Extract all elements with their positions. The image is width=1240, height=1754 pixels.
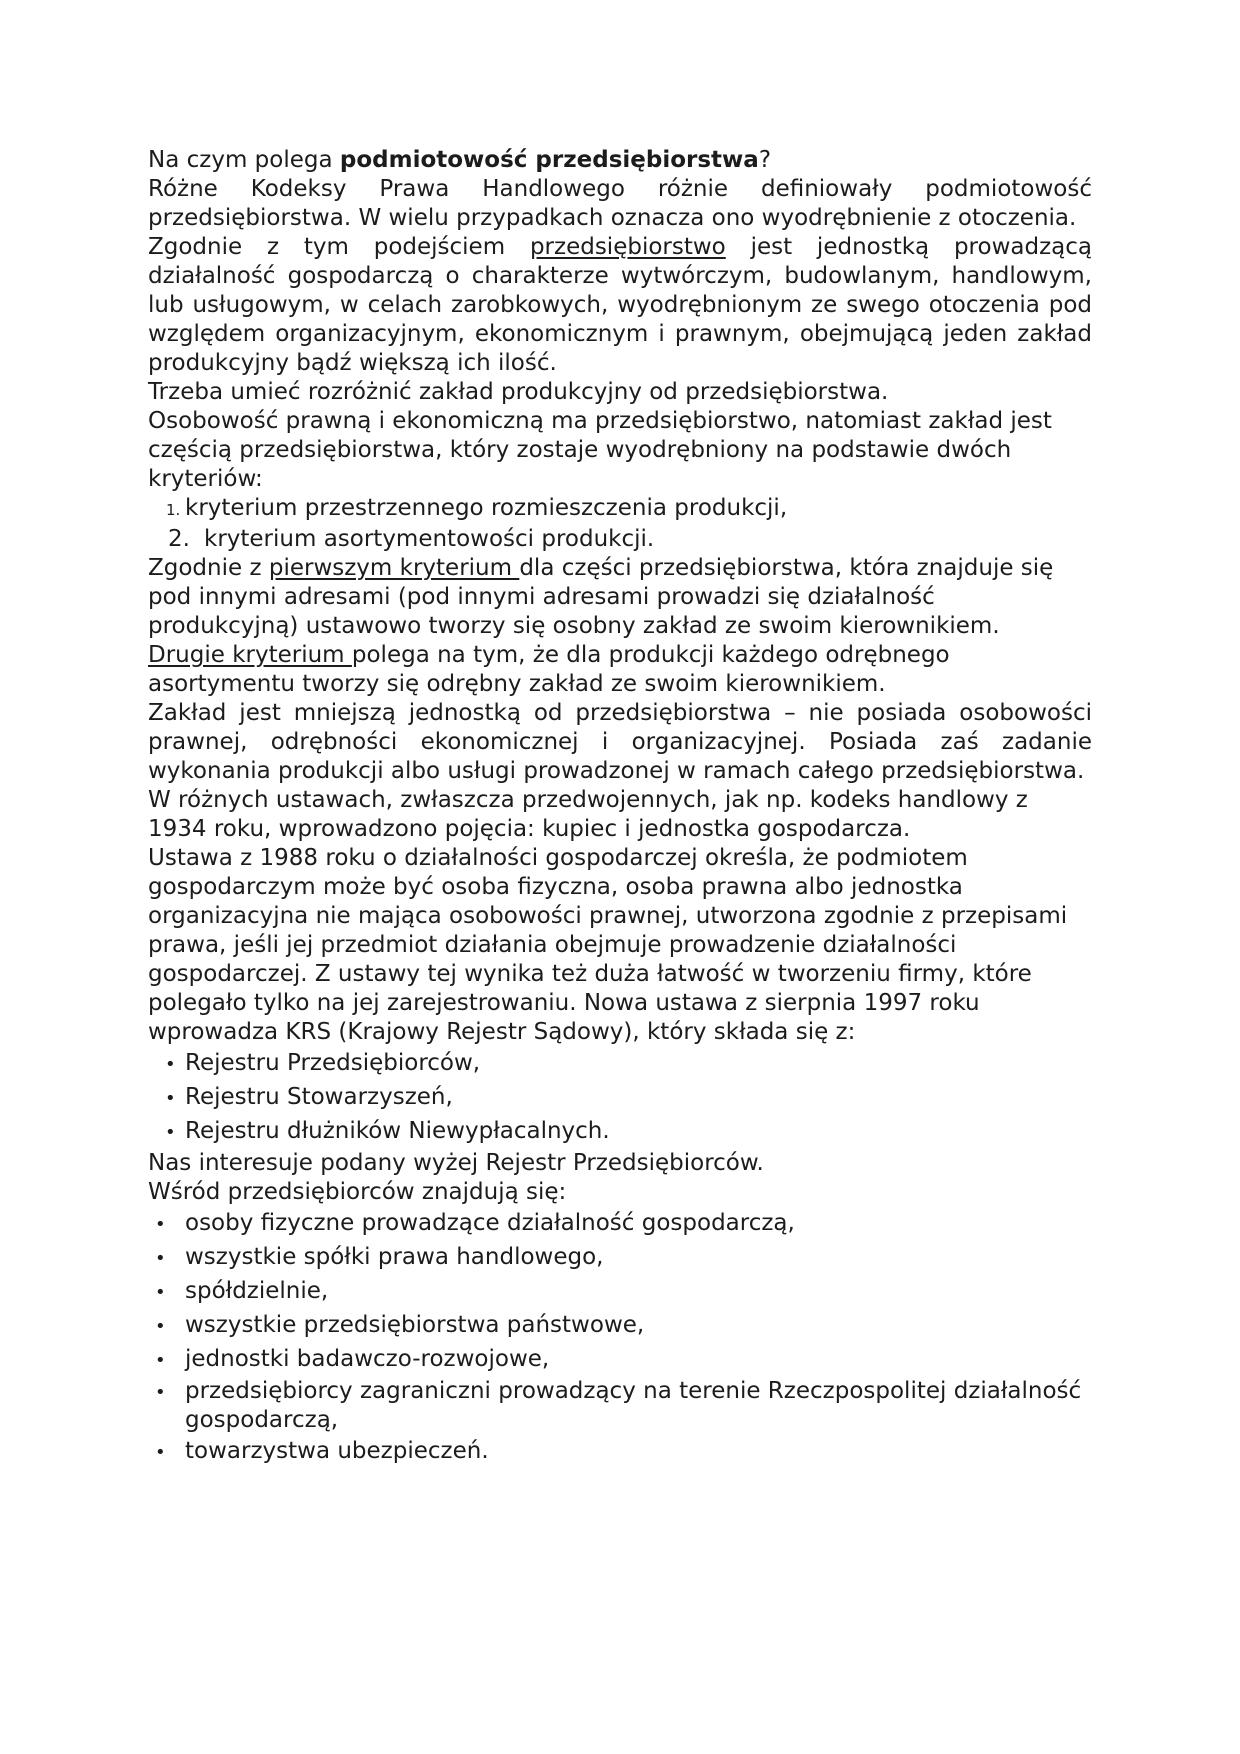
document-page: [148, 146, 1092, 1469]
bullet-icon: •: [155, 1382, 166, 1403]
paragraph-5-after: dla części przedsiębiorstwa, która znajduje się pod innymi adresami (pod innymi adresami prowadzi się działalność produkcyjną) ustawowo tworzy się osobny zakład ze swoim kierownikiem.: [148, 555, 1054, 639]
list-item: [148, 1115, 1092, 1149]
bullet-icon: •: [165, 1088, 176, 1109]
list-item: [148, 494, 1092, 525]
list-item: [148, 1343, 1092, 1377]
list-item-text: Rejestru Przedsiębiorców,: [185, 1050, 481, 1076]
paragraph-1: Różne Kodeksy Prawa Handlowego różnie definiowały podmiotowość przedsiębiorstwa. W wielu przypadkach oznacza ono wyodrębnienie z otoczenia.: [148, 176, 1092, 231]
heading-suffix: ?: [758, 147, 772, 173]
paragraph-8: W różnych ustawach, zwłaszcza przedwojennych, jak np. kodeks handlowy z 1934 roku, wprowadzono pojęcia: kupiec i jednostka gospodarcza.: [148, 787, 1028, 842]
underlined-term-first-criterion: pierwszym kryterium: [268, 555, 520, 581]
list-item: [148, 1309, 1092, 1343]
paragraph-7: Zakład jest mniejszą jednostką od przedsiębiorstwa – nie posiada osobowości prawnej, odrębności ekonomicznej i organizacyjnej. Posiada zaś zadanie wykonania produkcji albo usługi prowadzonej w ramach całego przedsiębiorstwa.: [148, 700, 1092, 784]
paragraph-2: [148, 233, 1092, 378]
heading: [148, 146, 1092, 175]
paragraph-3: Trzeba umieć rozróżnić zakład produkcyjny od przedsiębiorstwa.: [148, 379, 889, 405]
paragraph-2-before: Zgodnie z tym podejściem: [148, 234, 530, 260]
list-item-text: kryterium asortymentowości produkcji.: [204, 526, 655, 552]
criteria-list: [148, 494, 1092, 554]
krs-register-list: [148, 1047, 1092, 1149]
list-item-text: przedsiębiorcy zagraniczni prowadzący na terenie Rzeczpospolitej działalność gospodarczą,: [185, 1378, 1082, 1433]
underlined-term-second-criterion: Drugie kryterium: [148, 642, 352, 668]
bullet-icon: •: [155, 1350, 166, 1371]
entrepreneurs-list: [148, 1207, 1092, 1469]
list-item: [148, 1435, 1092, 1469]
list-item-text: wszystkie przedsiębiorstwa państwowe,: [185, 1312, 645, 1338]
heading-bold-term: podmiotowość przedsiębiorstwa: [339, 147, 759, 173]
list-item: [148, 1241, 1092, 1275]
bullet-icon: •: [155, 1316, 166, 1337]
list-item-text: osoby fizyczne prowadzące działalność gospodarczą,: [185, 1210, 795, 1236]
paragraph-5-before: Zgodnie z: [148, 555, 269, 581]
list-item-text: wszystkie spółki prawa handlowego,: [185, 1244, 604, 1270]
paragraph-10: Nas interesuje podany wyżej Rejestr Przedsiębiorców.: [148, 1150, 764, 1176]
paragraph-11: Wśród przedsiębiorców znajdują się:: [148, 1179, 567, 1205]
bullet-icon: •: [165, 1054, 176, 1075]
underlined-term-przedsiebiorstwo: przedsiębiorstwo: [529, 234, 726, 260]
paragraph-6: [148, 641, 1092, 699]
list-item-text: spółdzielnie,: [185, 1278, 329, 1304]
list-item: [148, 1377, 1092, 1435]
list-number: 1.: [166, 501, 181, 519]
list-item-text: jednostki badawczo-rozwojowe,: [185, 1346, 550, 1372]
list-item: [148, 1047, 1092, 1081]
list-item-text: towarzystwa ubezpieczeń.: [185, 1438, 489, 1464]
list-item-text: Rejestru Stowarzyszeń,: [185, 1084, 453, 1110]
paragraph-5: [148, 554, 1092, 641]
list-item-text: Rejestru dłużników Niewypłacalnych.: [185, 1118, 610, 1144]
paragraph-6-after: polega na tym, że dla produkcji każdego odrębnego asortymentu tworzy się odrębny zakład ze swoim kierownikiem.: [148, 642, 950, 697]
bullet-icon: •: [155, 1214, 166, 1235]
paragraph-4: Osobowość prawną i ekonomiczną ma przedsiębiorstwo, natomiast zakład jest częścią przedsiębiorstwa, który zostaje wyodrębniony na podstawie dwóch kryteriów:: [148, 408, 1052, 492]
list-item: [148, 1275, 1092, 1309]
heading-prefix: Na czym polega: [148, 147, 340, 173]
list-item: [148, 1081, 1092, 1115]
bullet-icon: •: [165, 1122, 176, 1143]
list-item-text: kryterium przestrzennego rozmieszczenia produkcji,: [185, 495, 788, 521]
list-item: [148, 1207, 1092, 1241]
bullet-icon: •: [155, 1282, 166, 1303]
list-number: 2.: [168, 526, 190, 552]
bullet-icon: •: [155, 1442, 166, 1463]
paragraph-9: Ustawa z 1988 roku o działalności gospodarczej określa, że podmiotem gospodarczym może być osoba fizyczna, osoba prawna albo jednostka organizacyjna nie mająca osobowości prawnej, utworzona zgodnie z przepisami prawa, jeśli jej przedmiot działania obejmuje prowadzenie działalności gospodarczej. Z ustawy tej wynika też duża łatwość w tworzeniu firmy, które polegało tylko na jej zarejestrowaniu. Nowa ustawa z sierpnia 1997 roku wprowadza KRS (Krajowy Rejestr Sądowy), który składa się z:: [148, 845, 1068, 1045]
list-item: [148, 525, 1092, 554]
paragraph-2-after: jest jednostką prowadzącą działalność gospodarczą o charakterze wytwórczym, budowlanym, handlowym, lub usługowym, w celach zarobkowych, wyodrębnionym ze swego otoczenia pod względem organizacyjnym, ekonomicznym i prawnym, obejmującą jeden zakład produkcyjny bądź większą ich ilość.: [148, 234, 1092, 376]
bullet-icon: •: [155, 1248, 166, 1269]
